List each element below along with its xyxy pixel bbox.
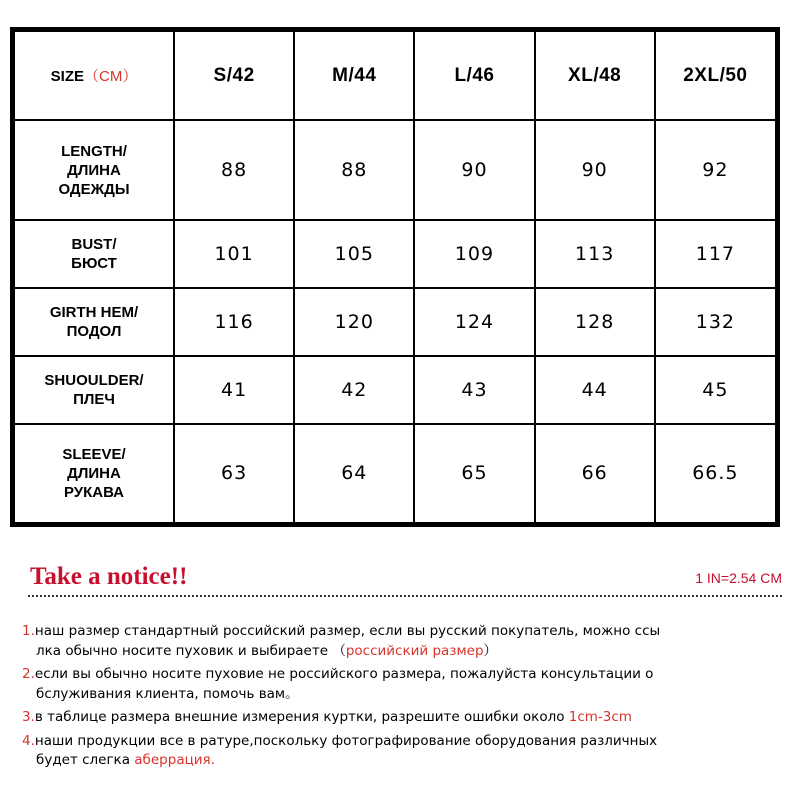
table-row (15, 120, 775, 220)
table-cell: 124 (414, 288, 534, 356)
note-highlight: аберрация. (134, 752, 215, 768)
column-header-xl: XL/48 (535, 32, 655, 120)
table-cell: 128 (535, 288, 655, 356)
table-cell: 92 (655, 120, 775, 220)
unit-conversion: 1 IN=2.54 CM (695, 570, 782, 586)
column-header-m: M/44 (294, 32, 414, 120)
note-text: бслуживания клиента, помочь вам。 (36, 685, 299, 702)
table-cell: 116 (174, 288, 294, 356)
row-label-line: БЮСТ (71, 254, 117, 272)
list-item (22, 732, 792, 771)
table-cell: 117 (655, 220, 775, 288)
row-label-line: ДЛИНА (67, 161, 121, 179)
row-label-bust (15, 220, 174, 288)
table-row (15, 424, 775, 522)
table-row (15, 356, 775, 424)
row-label-shoulder (15, 356, 174, 424)
column-header-2xl: 2XL/50 (655, 32, 775, 120)
row-label-sleeve (15, 424, 174, 522)
table-cell: 65 (414, 424, 534, 522)
table-cell: 43 (414, 356, 534, 424)
note-text: будет слегка (36, 752, 135, 768)
list-item (22, 665, 792, 704)
table-cell: 88 (174, 120, 294, 220)
notes-list (22, 622, 792, 775)
note-continuation (22, 685, 792, 705)
table-row (15, 288, 775, 356)
table-cell: 45 (655, 356, 775, 424)
note-continuation (22, 751, 792, 771)
size-chart-table (10, 27, 780, 527)
table-cell: 44 (535, 356, 655, 424)
table-header-row (15, 32, 775, 120)
table-cell: 41 (174, 356, 294, 424)
notice-title: Take a notice!! (30, 563, 188, 590)
row-label-line: GIRTH HEM/ (49, 303, 139, 321)
size-unit: （CM） (84, 68, 138, 85)
table-cell: 120 (294, 288, 414, 356)
table-cell: 88 (294, 120, 414, 220)
row-label-line: SLEEVE/ (62, 445, 126, 463)
note-number: 4. (22, 732, 35, 749)
row-label-line: РУКАВА (63, 483, 125, 501)
column-header-s: S/42 (174, 32, 294, 120)
note-text: ） (483, 642, 498, 659)
size-header-cell (15, 32, 174, 120)
note-text: наши продукции все в ратуре,поскольку фотографирование оборудования различных (34, 732, 658, 749)
table-cell: 66.5 (655, 424, 775, 522)
table-cell: 109 (414, 220, 534, 288)
list-item (22, 708, 792, 728)
note-number: 1. (22, 623, 35, 639)
table-row (15, 220, 775, 288)
note-text: в таблице размера внешние измерения куртки, разрешите ошибки около (34, 709, 569, 725)
note-text: лка обычно носите пуховик и выбираете （ (36, 642, 346, 659)
table-cell: 42 (294, 356, 414, 424)
table-cell: 64 (294, 424, 414, 522)
note-highlight: российский размер (345, 642, 484, 659)
row-label-line: ДЛИНА (67, 464, 121, 482)
table-cell: 90 (535, 120, 655, 220)
table-cell: 132 (655, 288, 775, 356)
row-label-line: BUST/ (71, 235, 117, 253)
note-highlight: 1cm-3cm (568, 709, 632, 725)
table-cell: 66 (535, 424, 655, 522)
table-cell: 101 (174, 220, 294, 288)
row-label-line: ПОДОЛ (66, 322, 122, 340)
table-cell: 105 (294, 220, 414, 288)
row-label-line: LENGTH/ (61, 142, 127, 160)
note-number: 2. (22, 666, 35, 682)
table-cell: 90 (414, 120, 534, 220)
size-label: SIZE (50, 68, 84, 85)
table-cell: 63 (174, 424, 294, 522)
list-item (22, 622, 792, 661)
note-number: 3. (22, 709, 35, 725)
note-text: если вы обычно носите пуховие не российского размера, пожалуйста консультации о (34, 666, 654, 682)
row-label-line: ОДЕЖДЫ (58, 180, 130, 198)
row-label-line: SHUOULDER/ (44, 371, 144, 389)
note-text: наш размер стандартный российский размер, если вы русский покупатель, можно ссы (34, 623, 661, 639)
column-header-l: L/46 (414, 32, 534, 120)
row-label-girth-hem (15, 288, 174, 356)
table-cell: 113 (535, 220, 655, 288)
row-label-length (15, 120, 174, 220)
row-label-line: ПЛЕЧ (73, 390, 115, 408)
note-continuation (22, 642, 792, 662)
dotted-divider (28, 595, 782, 597)
